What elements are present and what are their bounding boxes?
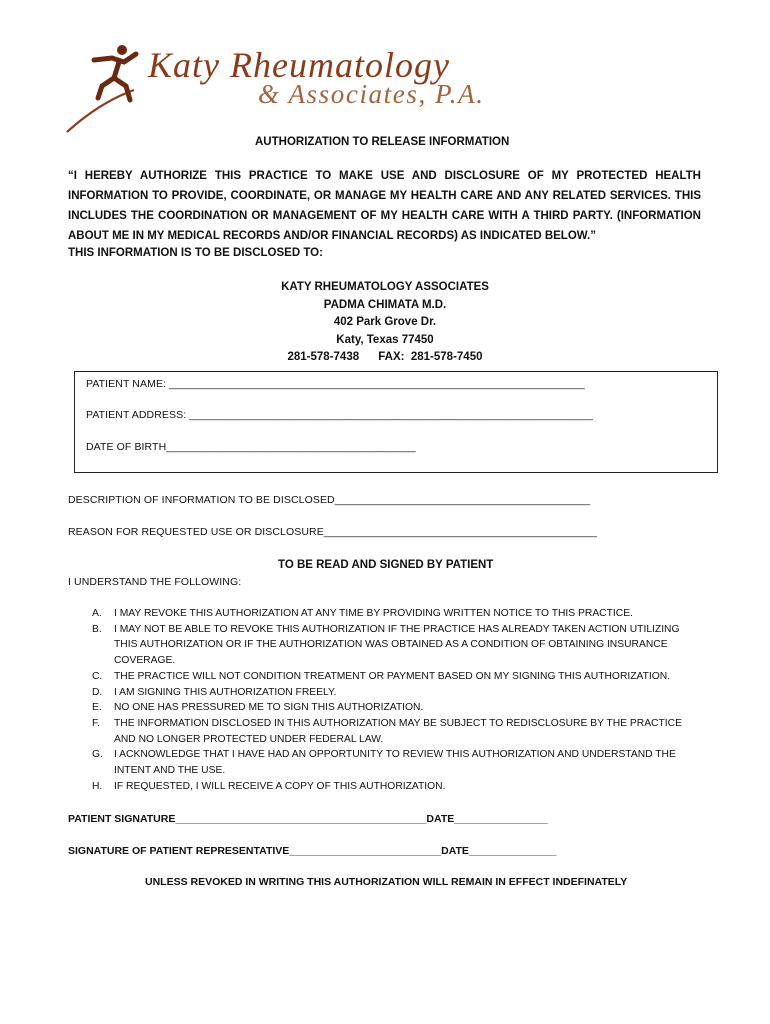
patient-signature-field[interactable]: PATIENT SIGNATURE___________________________________________DATE________________ — [68, 813, 548, 825]
reason-field[interactable]: REASON FOR REQUESTED USE OR DISCLOSURE______________________________________________ — [68, 526, 598, 538]
recipient-doctor-name: PADMA CHIMATA M.D. — [323, 298, 447, 311]
runner-figure-icon — [64, 40, 154, 140]
disclosed-to-label: THIS INFORMATION IS TO BE DISCLOSED TO: — [68, 247, 323, 259]
authorization-statement: “I HEREBY AUTHORIZE THIS PRACTICE TO MAKE USE AND DISCLOSURE OF MY PROTECTED HEALTH INFORMATION TO PROVIDE, COORDINATE, OR MANAGE MY HEALTH CARE AND ANY RELATED SERVICES. THIS INCLUDES THE COORDINATION OR MANAGEMENT OF MY HEALTH CARE WITH A THIRD PARTY. (INFORMATION ABOUT ME IN MY MEDICAL RECORDS AND/OR FINANCIAL RECORDS) AS INDICATED BELOW.” — [68, 170, 701, 242]
list-item: F. THE INFORMATION DISCLOSED IN THIS AUTHORIZATION MAY BE SUBJECT TO REDISCLOSURE BY THE PRACTICE AND NO LONGER PROTECTED UNDER FEDERAL LAW. — [92, 717, 682, 745]
representative-signature-field[interactable]: SIGNATURE OF PATIENT REPRESENTATIVE__________________________DATE_______________ — [68, 845, 557, 857]
list-item: G. I ACKNOWLEDGE THAT I HAVE HAD AN OPPORTUNITY TO REVIEW THIS AUTHORIZATION AND UNDERSTAND THE INTENT AND THE USE. — [92, 749, 676, 777]
effect-notice: UNLESS REVOKED IN WRITING THIS AUTHORIZATION WILL REMAIN IN EFFECT INDEFINATELY — [145, 876, 628, 888]
recipient-practice-name: KATY RHEUMATOLOGY ASSOCIATES — [281, 281, 489, 293]
acknowledgement-list — [92, 606, 702, 794]
recipient-city: Katy, Texas 77450 — [336, 333, 434, 346]
document-title: AUTHORIZATION TO RELEASE INFORMATION — [255, 136, 510, 148]
list-item: C. THE PRACTICE WILL NOT CONDITION TREATMENT OR PAYMENT BASED ON MY SIGNING THIS AUTHORIZATION. — [92, 670, 671, 682]
list-item: E. NO ONE HAS PRESSURED ME TO SIGN THIS AUTHORIZATION. — [92, 702, 424, 714]
recipient-phone-fax: 281-578-7438 FAX: 281-578-7450 — [287, 351, 483, 363]
patient-name-field[interactable]: PATIENT NAME: ______________________________________________________________________ — [86, 378, 585, 390]
date-of-birth-field[interactable]: DATE OF BIRTH__________________________________________ — [86, 441, 416, 453]
list-item: D. I AM SIGNING THIS AUTHORIZATION FREELY. — [92, 686, 337, 698]
understand-label: I UNDERSTAND THE FOLLOWING: — [68, 576, 242, 588]
recipient-street: 402 Park Grove Dr. — [333, 316, 437, 328]
list-item: H. IF REQUESTED, I WILL RECEIVE A COPY OF THIS AUTHORIZATION. — [92, 780, 446, 792]
list-item: A. I MAY REVOKE THIS AUTHORIZATION AT ANY TIME BY PROVIDING WRITTEN NOTICE TO THIS PRACTICE. — [92, 608, 633, 619]
logo-text-associates: & Associates, P.A. — [258, 79, 485, 109]
patient-address-field[interactable]: PATIENT ADDRESS: ____________________________________________________________________ — [86, 409, 594, 421]
list-item: B. I MAY NOT BE ABLE TO REVOKE THIS AUTHORIZATION IF THE PRACTICE HAS ALREADY TAKEN ACTION UTILIZING THIS AUTHORIZATION OR IF THE AUTHORIZATION WAS OBTAINED AS A CONDITION OF OBTAINING INSURANCE COVERAGE. — [92, 623, 680, 667]
description-field[interactable]: DESCRIPTION OF INFORMATION TO BE DISCLOSED___________________________________________ — [68, 494, 591, 506]
logo-text-practice-name: Katy Rheumatology — [148, 45, 450, 85]
read-and-sign-heading: TO BE READ AND SIGNED BY PATIENT — [278, 559, 494, 571]
recipient-address-block — [200, 279, 570, 367]
